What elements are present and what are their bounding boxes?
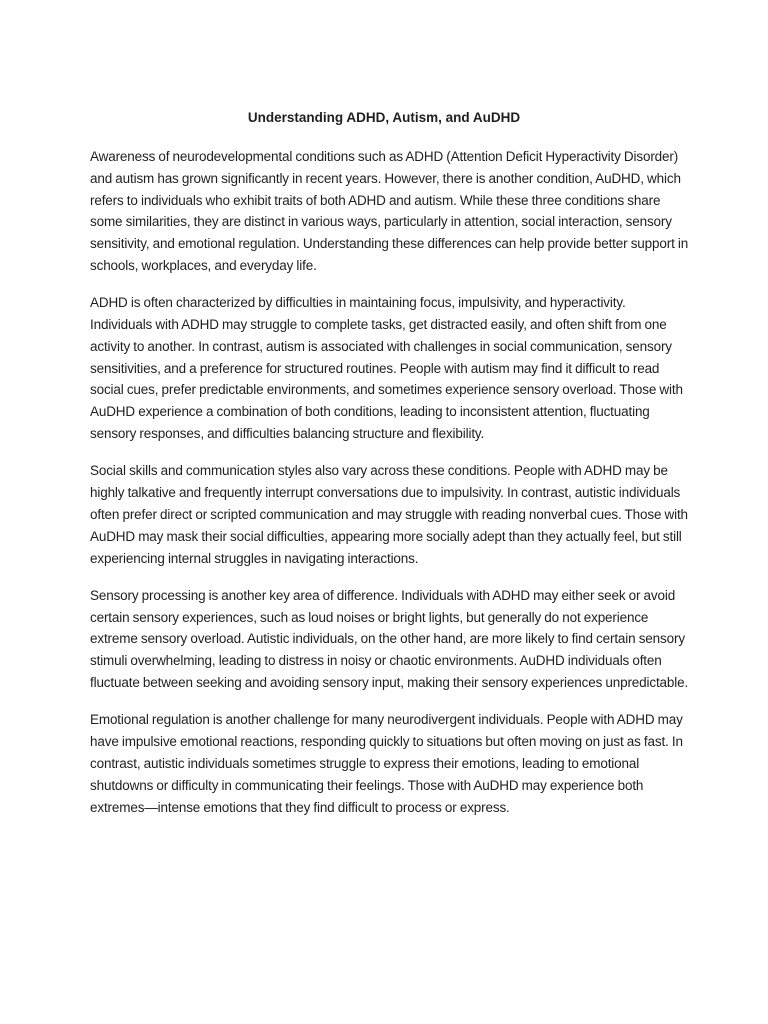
paragraph-characteristics: ADHD is often characterized by difficulties in maintaining focus, impulsivity, and hyperactivity. Individuals with ADHD may struggle to complete tasks, get distracted easily, and often shift from one activity to another. In contrast, autism is associated with challenges in social communication, sensory sensitivities, and a preference for structured routines. People with autism may find it difficult to read social cues, prefer predictable environments, and sometimes experience sensory overload. Those with AuDHD experience a combination of both conditions, leading to inconsistent attention, fluctuating sensory responses, and difficulties balancing structure and flexibility. bbox=[90, 295, 683, 442]
document-title: Understanding ADHD, Autism, and AuDHD bbox=[247, 110, 521, 125]
document-body bbox=[90, 108, 690, 834]
paragraph-intro: Awareness of neurodevelopmental conditions such as ADHD (Attention Deficit Hyperactivity Disorder) and autism has grown significantly in recent years. However, there is another condition, AuDHD, which refers to individuals who exhibit traits of both ADHD and autism. While these three conditions share some similarities, they are distinct in various ways, particularly in attention, social interaction, sensory sensitivity, and emotional regulation. Understanding these differences can help provide better support in schools, workplaces, and everyday life. bbox=[90, 149, 689, 273]
paragraph-emotional-regulation: Emotional regulation is another challenge for many neurodivergent individuals. People with ADHD may have impulsive emotional reactions, responding quickly to situations but often moving on just as fast. In contrast, autistic individuals sometimes struggle to express their emotions, leading to emotional shutdowns or difficulty in communicating their feelings. Those with AuDHD may experience both extremes—intense emotions that they find difficult to process or express. bbox=[90, 712, 683, 815]
paragraph-social-skills: Social skills and communication styles also vary across these conditions. People with ADHD may be highly talkative and frequently interrupt conversations due to impulsivity. In contrast, autistic individuals often prefer direct or scripted communication and may struggle with reading nonverbal cues. Those with AuDHD may mask their social difficulties, appearing more socially adept than they actually feel, but still experiencing internal struggles in navigating interactions. bbox=[90, 463, 688, 566]
paragraph-sensory-processing: Sensory processing is another key area of difference. Individuals with ADHD may either seek or avoid certain sensory experiences, such as loud noises or bright lights, but generally do not experience extreme sensory overload. Autistic individuals, on the other hand, are more likely to find certain sensory stimuli overwhelming, leading to distress in noisy or chaotic environments. AuDHD individuals often fluctuate between seeking and avoiding sensory input, making their sensory experiences unpredictable. bbox=[90, 587, 689, 691]
